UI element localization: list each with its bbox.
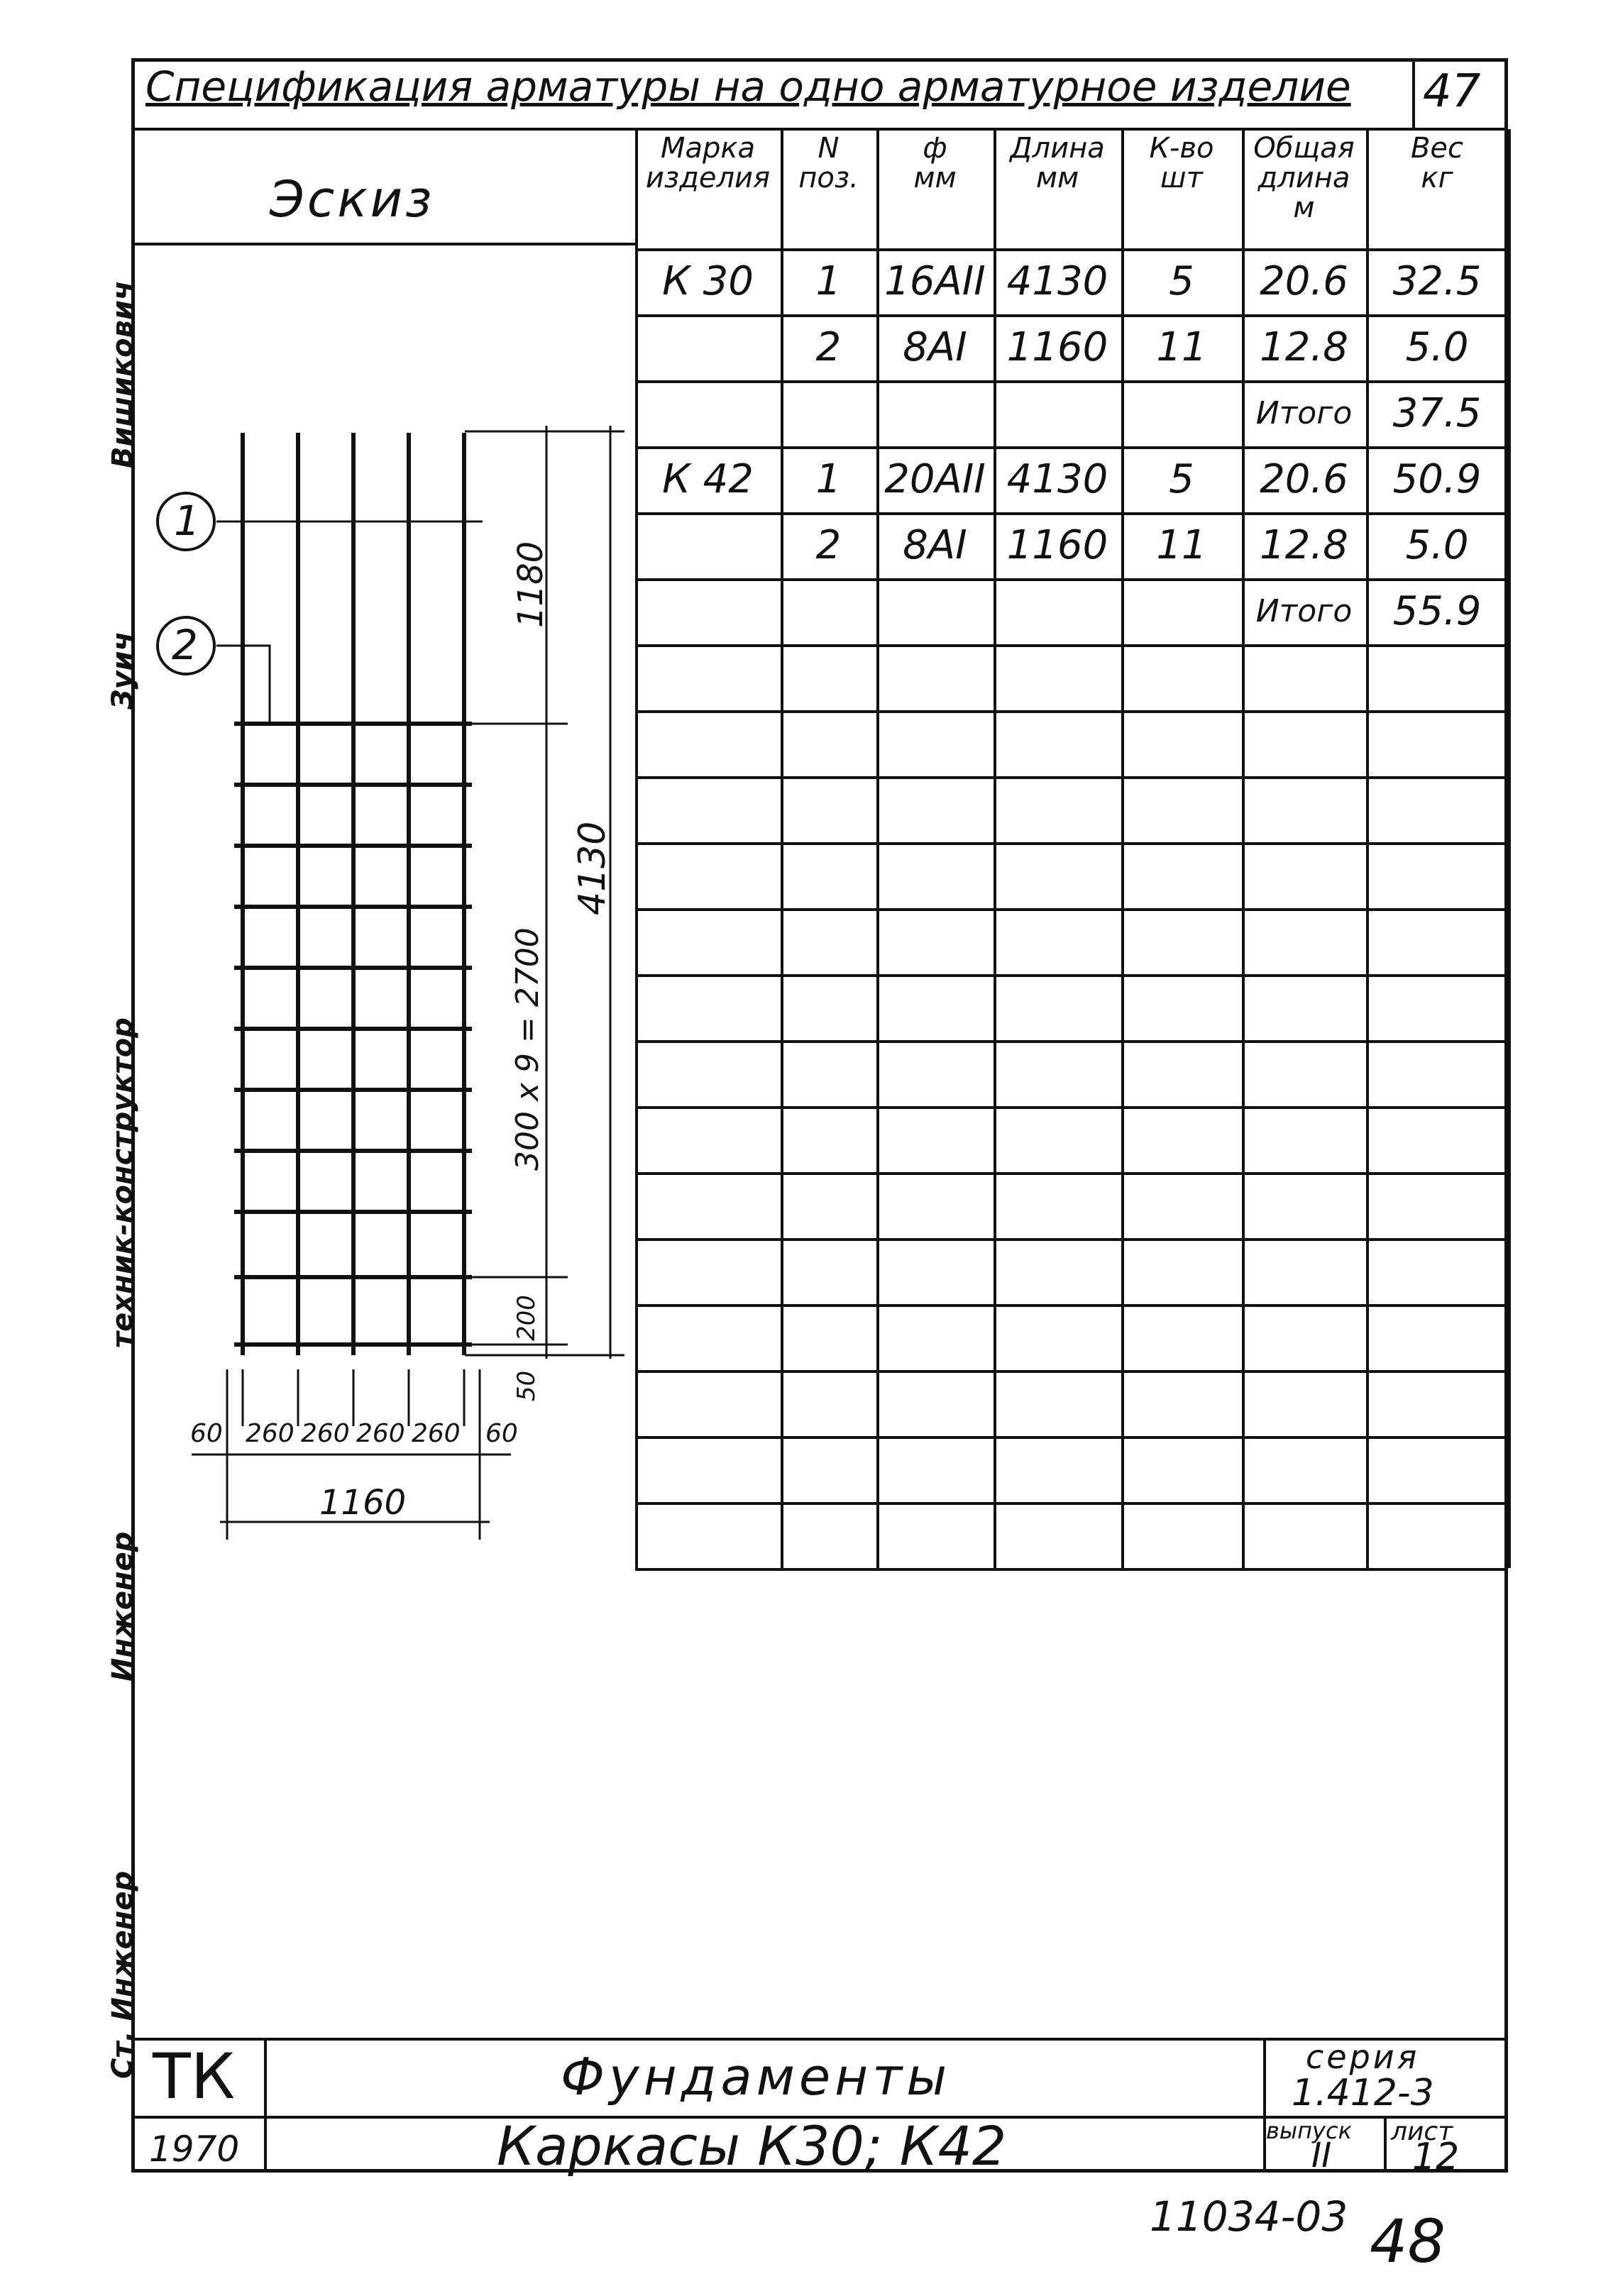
side-label-role-3: Ст. Инженер [106, 1870, 139, 2079]
table-cell: 1160 [1006, 521, 1108, 568]
table-header-cell: Общая длина м [1253, 132, 1355, 224]
series-label: серия [1306, 2038, 1420, 2076]
table-header-cell: ф мм [913, 132, 957, 194]
top-page-number: 47 [1423, 65, 1481, 118]
dimension-60-right: 60 [485, 1419, 518, 1448]
drawing-subtitle: Каркасы К30; К42 [497, 2114, 1007, 2178]
sketch-label: Эскиз [270, 170, 435, 228]
year: 1970 [149, 2129, 240, 2170]
table-cell: 16АII [884, 258, 986, 304]
table-cell: 5 [1169, 258, 1194, 304]
drawing-name: Фундаменты [561, 2047, 952, 2107]
org-code: ТК [153, 2040, 236, 2113]
table-cell: 11 [1156, 324, 1207, 370]
table-cell: 37.5 [1392, 390, 1482, 436]
table-cell: 5.0 [1405, 324, 1469, 370]
table-cell: 1160 [1006, 324, 1108, 370]
table-cell: 2 [815, 521, 842, 568]
dimension-spacing: 300 х 9 = 2700 [510, 927, 546, 1171]
side-label-name-1: Вишикович [106, 280, 139, 468]
table-cell: 2 [815, 324, 842, 370]
dimension-1160: 1160 [319, 1483, 407, 1523]
table-cell: Итого [1255, 394, 1353, 431]
table-header-cell: Длина мм [1010, 132, 1105, 194]
table-header-cell: Вес кг [1410, 132, 1464, 194]
table-cell: 12.8 [1260, 521, 1348, 568]
dimension-50: 50 [512, 1370, 541, 1401]
series-number: 1.412-3 [1292, 2072, 1434, 2114]
table-cell: 11 [1156, 521, 1207, 568]
table-cell: 20АII [884, 456, 986, 502]
dimension-60-left: 60 [190, 1419, 223, 1448]
table-cell: 8AI [903, 521, 967, 568]
side-label-role-2: Инженер [106, 1531, 139, 1682]
side-label-name-2: Зуич [106, 631, 139, 710]
issue-number: II [1311, 2136, 1332, 2175]
table-cell: 5.0 [1405, 521, 1469, 568]
issue-label: выпуск [1266, 2117, 1352, 2144]
table-cell: 50.9 [1392, 456, 1482, 502]
table-cell: 5 [1169, 456, 1194, 502]
dimension-260: 260 [301, 1419, 350, 1448]
table-cell: 8AI [903, 324, 967, 370]
table-cell: 1 [815, 456, 842, 502]
table-cell: 20.6 [1260, 258, 1348, 304]
table-cell: Итого [1255, 592, 1353, 629]
sheet-label: лист [1391, 2117, 1453, 2146]
table-cell: К 30 [662, 258, 754, 304]
dimension-260: 260 [412, 1419, 461, 1448]
table-header-cell: К-во шт [1149, 132, 1214, 194]
dimension-1180: 1180 [511, 541, 551, 628]
table-cell: 20.6 [1260, 456, 1348, 502]
table-header-cell: Марка изделия [645, 132, 771, 194]
dimension-200: 200 [512, 1295, 541, 1341]
dimension-4130: 4130 [571, 821, 614, 915]
table-cell: 12.8 [1260, 324, 1348, 370]
table-cell: 1 [815, 258, 842, 304]
table-cell: 4130 [1006, 258, 1108, 304]
position-marker-2-label: 2 [172, 621, 198, 669]
side-label-role-1: техник-конструктор [106, 1017, 139, 1348]
footer-code: 11034-03 [1150, 2192, 1348, 2241]
table-cell: 32.5 [1392, 258, 1482, 304]
position-marker-1-label: 1 [174, 497, 200, 545]
table-cell: К 42 [662, 456, 754, 502]
dimension-260: 260 [246, 1419, 295, 1448]
sheet-number: 12 [1412, 2136, 1460, 2178]
dimension-260: 260 [356, 1419, 405, 1448]
table-header-cell: N поз. [798, 132, 859, 194]
footer-page-number: 48 [1370, 2207, 1446, 2276]
table-cell: 55.9 [1392, 587, 1482, 634]
table-cell: 4130 [1006, 456, 1108, 502]
sheet-title: Спецификация арматуры на одно арматурное изделие [145, 62, 1351, 111]
